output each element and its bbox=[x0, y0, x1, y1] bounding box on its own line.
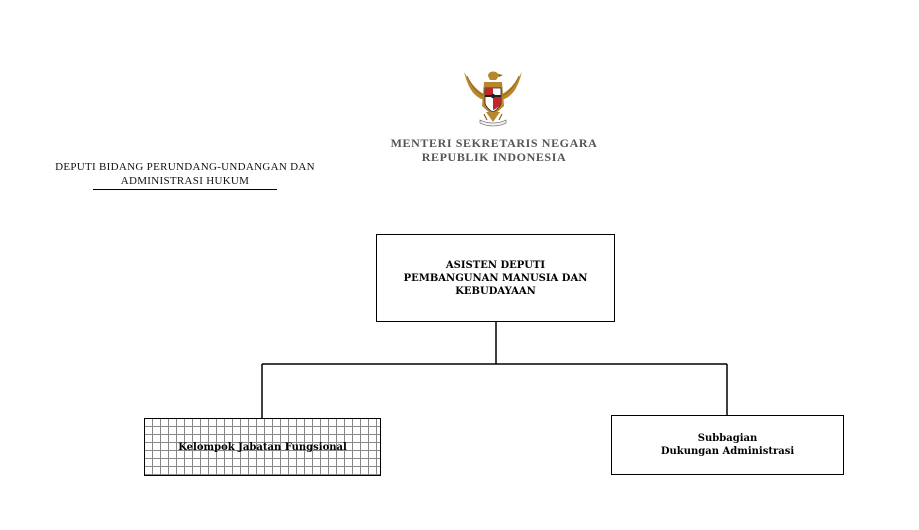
org-box-kelompok-jabatan-fungsional bbox=[144, 418, 381, 476]
org-box-asisten-deputi-line1: ASISTEN DEPUTI bbox=[445, 259, 546, 271]
org-box-subbagian-line1: Subbagian bbox=[697, 433, 758, 444]
org-box-subbagian-line2: Dukungan Administrasi bbox=[660, 446, 795, 457]
ministry-heading-line2: REPUBLIK INDONESIA bbox=[421, 150, 567, 164]
deputy-heading-line2: ADMINISTRASI HUKUM bbox=[93, 174, 278, 190]
ministry-heading-line1: MENTERI SEKRETARIS NEGARA bbox=[390, 136, 598, 150]
org-box-asisten-deputi bbox=[376, 234, 615, 322]
org-box-asisten-deputi-line3: KEBUDAYAAN bbox=[455, 285, 536, 297]
org-box-subbagian-dukungan-administrasi bbox=[611, 415, 844, 475]
deputy-heading-line1: DEPUTI BIDANG PERUNDANG-UNDANGAN DAN bbox=[55, 161, 315, 173]
org-box-kelompok-jabatan-fungsional-label: Kelompok Jabatan Fungsional bbox=[178, 441, 347, 453]
org-box-asisten-deputi-line2: PEMBANGUNAN MANUSIA DAN bbox=[403, 272, 588, 284]
